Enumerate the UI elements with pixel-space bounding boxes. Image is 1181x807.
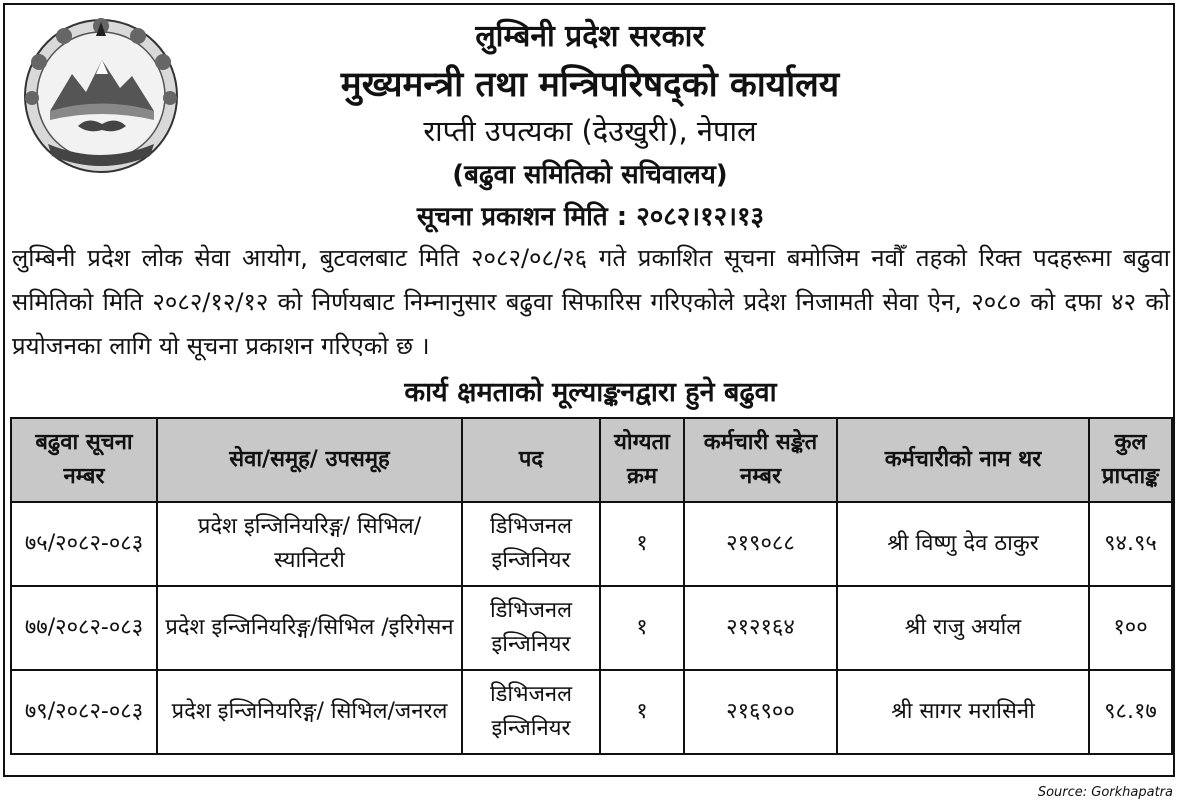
lumbini-province-emblem-icon — [20, 16, 182, 178]
cell-employee-name: श्री विष्णु देव ठाकुर — [837, 502, 1089, 586]
cell-notice-number: ७९/२०८२-०८३ — [11, 670, 157, 754]
office-location: राप्ती उपत्यका (देउखुरी), नेपाल — [423, 114, 757, 148]
cell-post: डिभिजनल इन्जिनियर — [462, 586, 600, 670]
secretariat-title: (बढुवा समितिको सचिवालय) — [452, 160, 728, 190]
header-employee-code: कर्मचारी सङ्केत नम्बर — [684, 418, 837, 502]
table-row — [11, 586, 1172, 670]
cell-service-group: प्रदेश इन्जिनियरिङ्ग/ सिभिल/ स्यानिटरी — [157, 502, 462, 586]
cell-post: डिभिजनल इन्जिनियर — [462, 670, 600, 754]
cell-merit-order: १ — [600, 586, 684, 670]
cell-notice-number: ७५/२०८२-०८३ — [11, 502, 157, 586]
cell-employee-name: श्री सागर मरासिनी — [837, 670, 1089, 754]
cell-service-group: प्रदेश इन्जिनियरिङ्ग/ सिभिल/जनरल — [157, 670, 462, 754]
cell-employee-code: २१२१६४ — [684, 586, 837, 670]
cell-merit-order: १ — [600, 502, 684, 586]
header-service-group: सेवा/समूह/ उपसमूह — [157, 418, 462, 502]
table-row — [11, 670, 1172, 754]
office-title: मुख्यमन्त्री तथा मन्त्रिपरिषद्को कार्यालय — [340, 65, 840, 105]
cell-notice-number: ७७/२०८२-०८३ — [11, 586, 157, 670]
cell-total-score: १०० — [1089, 586, 1172, 670]
cell-total-score: ९४.९५ — [1089, 502, 1172, 586]
source-credit: Source: Gorkhapatra — [1037, 785, 1173, 800]
table-header-row — [11, 418, 1172, 502]
promotion-table — [10, 417, 1173, 755]
cell-employee-name: श्री राजु अर्याल — [837, 586, 1089, 670]
table-title: कार्य क्षमताको मूल्याङ्कनद्वारा हुने बढुवा — [404, 377, 777, 408]
table-row — [11, 502, 1172, 586]
cell-merit-order: १ — [600, 670, 684, 754]
header-employee-name: कर्मचारीको नाम थर — [837, 418, 1089, 502]
cell-total-score: ९८.१७ — [1089, 670, 1172, 754]
header-total-score: कुल प्राप्ताङ्क — [1089, 418, 1172, 502]
header-notice-number: बढुवा सूचना नम्बर — [11, 418, 157, 502]
notice-paragraph: लुम्बिनी प्रदेश लोक सेवा आयोग, बुटवलबाट मिति २०८२/०८/२६ गते प्रकाशित सूचना बमोजिम नवौँ तहको रिक्त पदहरूमा बढुवा समितिको मिति २०८२/१२/१२ को निर्णयबाट निम्नानुसार बढुवा सिफारिस गरिएकोले प्रदेश निजामती सेवा ऐन, २०८० को दफा ४२ को प्रयोजनका लागि यो सूचना प्रकाशन गरिएको छ । — [12, 244, 1170, 360]
publication-date: सूचना प्रकाशन मिति : २०८२।१२।१३ — [416, 202, 765, 232]
cell-employee-code: २१९०८८ — [684, 502, 837, 586]
header-post: पद — [462, 418, 600, 502]
header-merit-order: योग्यता क्रम — [600, 418, 684, 502]
cell-employee-code: २१६९०० — [684, 670, 837, 754]
cell-service-group: प्रदेश इन्जिनियरिङ्ग/सिभिल /इरिगेसन — [157, 586, 462, 670]
cell-post: डिभिजनल इन्जिनियर — [462, 502, 600, 586]
province-government-title: लुम्बिनी प्रदेश सरकार — [475, 19, 705, 54]
